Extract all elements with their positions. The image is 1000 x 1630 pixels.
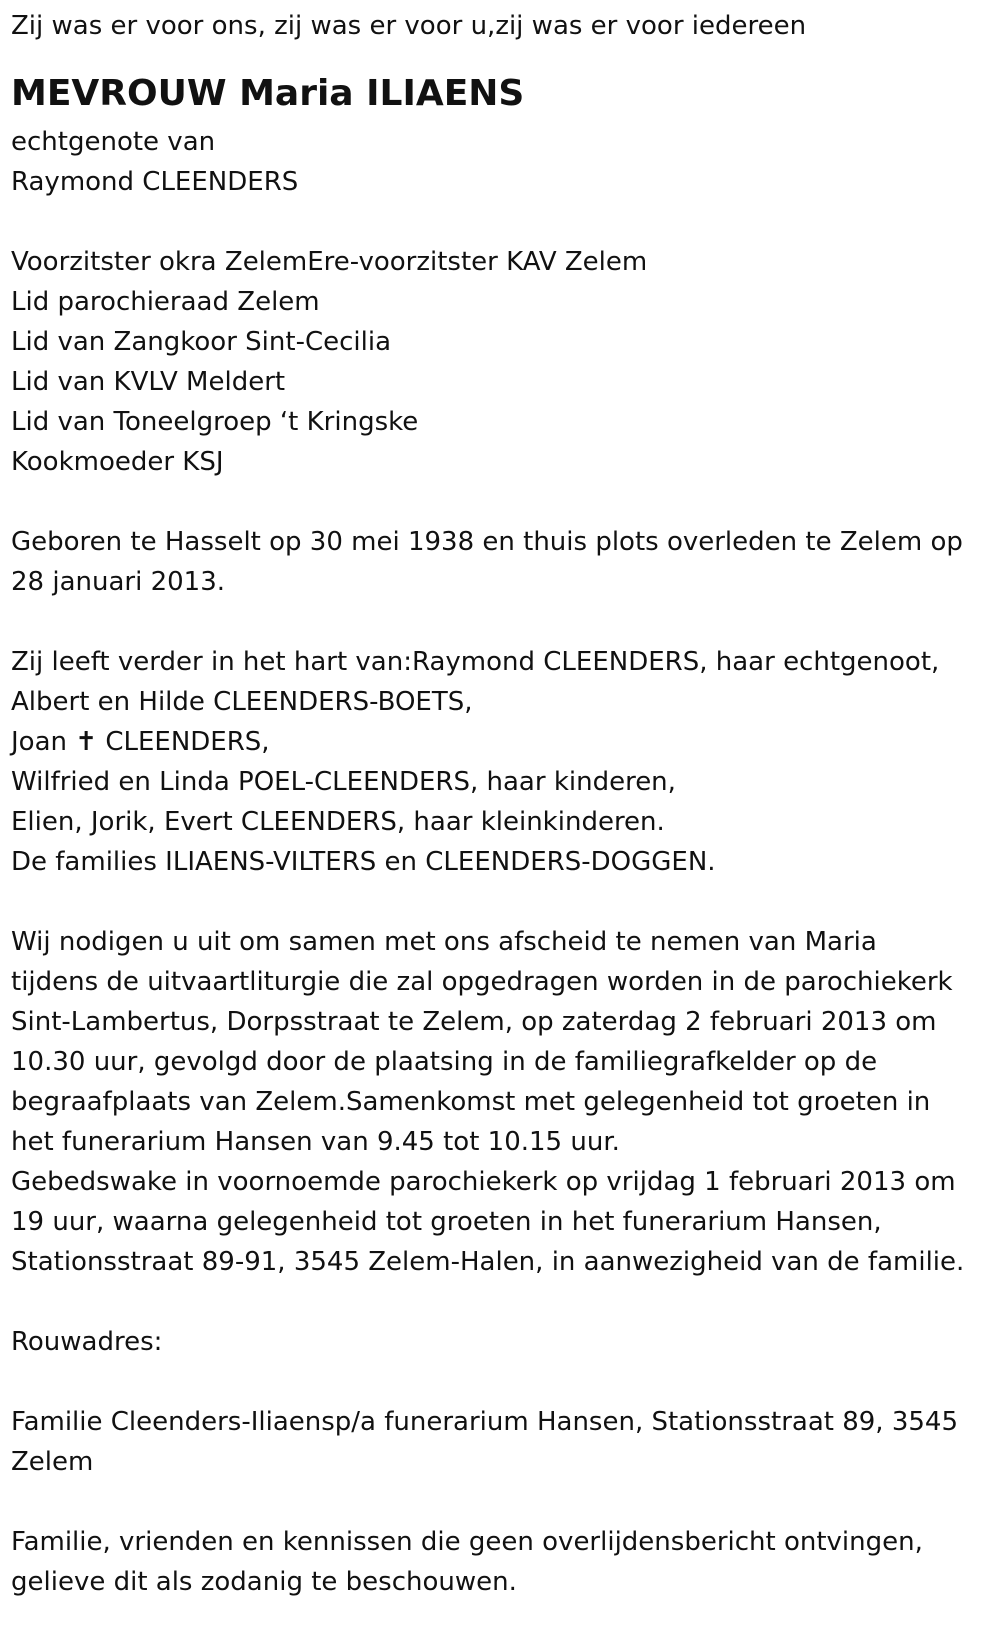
paragraph-line: Wilfried en Linda POEL-CLEENDERS, haar kinderen, [11, 767, 676, 797]
paragraph-line: Geboren te Hasselt op 30 mei 1938 en thuis plots overleden te Zelem op [11, 527, 963, 557]
functions-list [11, 242, 991, 482]
address-label: Rouwadres: [11, 1327, 163, 1357]
address-paragraph [11, 1402, 991, 1482]
paragraph-line: het funerarium Hansen van 9.45 tot 10.15 uur. [11, 1127, 620, 1157]
paragraph-line: begraafplaats van Zelem.Samenkomst met gelegenheid tot groeten in [11, 1087, 931, 1117]
paragraph-line: 28 januari 2013. [11, 567, 226, 597]
closing-paragraph [11, 1522, 991, 1602]
cross-icon: ✝ [75, 727, 98, 757]
spacer [11, 882, 991, 922]
family-paragraph [11, 642, 991, 882]
paragraph-line: 10.30 uur, gevolgd door de plaatsing in de familiegrafkelder op de [11, 1047, 878, 1077]
paragraph-line: gelieve dit als zodanig te beschouwen. [11, 1567, 517, 1597]
paragraph-line: Familie Cleenders-Iliaensp/a funerarium Hansen, Stationsstraat 89, 3545 [11, 1407, 958, 1437]
paragraph-line: Zelem [11, 1447, 94, 1477]
intro-text: Zij was er voor ons, zij was er voor u,zij was er voor iedereen [11, 11, 807, 41]
function-item: Voorzitster okra ZelemEre-voorzitster KAV Zelem [11, 247, 648, 277]
spouse-intro: echtgenote van [11, 127, 216, 157]
spacer [11, 1282, 991, 1322]
ceremony-paragraph [11, 922, 991, 1282]
paragraph-line: tijdens de uitvaartliturgie die zal opgedragen worden in de parochiekerk [11, 967, 953, 997]
deceased-name: MEVROUW Maria ILIAENS [11, 73, 525, 114]
function-item: Lid van KVLV Meldert [11, 367, 286, 397]
obituary-notice [11, 6, 991, 1602]
spacer [11, 602, 991, 642]
paragraph-line: Wij nodigen u uit om samen met ons afscheid te nemen van Maria [11, 927, 877, 957]
spacer [11, 1482, 991, 1522]
function-item: Lid parochieraad Zelem [11, 287, 320, 317]
function-item: Lid van Toneelgroep ‘t Kringske [11, 407, 419, 437]
paragraph-line: Familie, vrienden en kennissen die geen overlijdensbericht ontvingen, [11, 1527, 923, 1557]
paragraph-line: Elien, Jorik, Evert CLEENDERS, haar kleinkinderen. [11, 807, 665, 837]
paragraph-line: 19 uur, waarna gelegenheid tot groeten in het funerarium Hansen, [11, 1207, 882, 1237]
spacer [11, 1362, 991, 1402]
birth-death-paragraph [11, 522, 991, 602]
paragraph-line: De families ILIAENS-VILTERS en CLEENDERS-DOGGEN. [11, 847, 716, 877]
function-item: Kookmoeder KSJ [11, 447, 224, 477]
paragraph-line: Sint-Lambertus, Dorpsstraat te Zelem, op zaterdag 2 februari 2013 om [11, 1007, 937, 1037]
family-member-surname: CLEENDERS, [105, 727, 270, 757]
paragraph-line: Albert en Hilde CLEENDERS-BOETS, [11, 687, 473, 717]
paragraph-line: Zij leeft verder in het hart van:Raymond CLEENDERS, haar echtgenoot, [11, 647, 940, 677]
spacer [11, 482, 991, 522]
spacer [11, 202, 991, 242]
paragraph-line [11, 722, 991, 762]
function-item: Lid van Zangkoor Sint-Cecilia [11, 327, 391, 357]
spouse-name: Raymond CLEENDERS [11, 167, 299, 197]
paragraph-line: Stationsstraat 89-91, 3545 Zelem-Halen, in aanwezigheid van de familie. [11, 1247, 965, 1277]
paragraph-line: Gebedswake in voornoemde parochiekerk op vrijdag 1 februari 2013 om [11, 1167, 956, 1197]
family-member-name: Joan [11, 727, 67, 757]
